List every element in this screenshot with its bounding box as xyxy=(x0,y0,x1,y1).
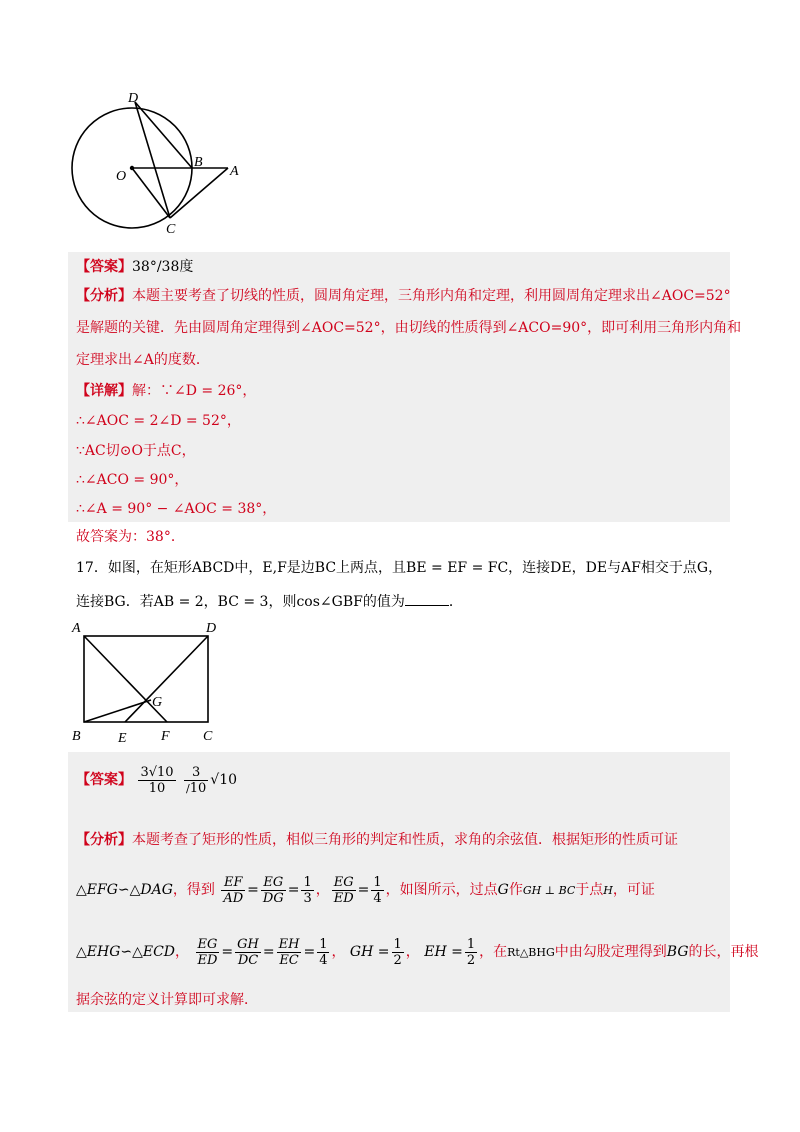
label-C: C xyxy=(166,222,176,237)
q17-analysis-2: △EFG∽△DAG，得到 $\frac{EF}{AD}$ = $\frac{EG}{DG}$ = $\frac{1}{3}$ ， $\frac{EG}{ED}$ = $\frac{1}{4}$ ，如图所示，过点G作GH ⊥ BC于点H，可证 xyxy=(76,874,655,906)
q17-analysis-1: 【分析】本题考查了矩形的性质，相似三角形的判定和性质，求角的余弦值．根据矩形的性质可证 xyxy=(76,832,678,848)
answer-fraction: $\frac{3√10}{10}$ xyxy=(140,764,174,796)
q16-detail-2: ∴∠AOC = 2∠D = 52°， xyxy=(76,413,241,429)
q16-detail-5: ∴∠A = 90° − ∠AOC = 38°， xyxy=(76,501,277,517)
q16-detail-4: ∴∠ACO = 90°， xyxy=(76,472,189,488)
answer-fraction-2: $\frac{3}{/10}$ xyxy=(186,764,207,796)
q17-stem-2: 连接BG．若AB = 2，BC = 3，则cos∠GBF的值为 ． xyxy=(76,591,463,612)
label-E: E xyxy=(118,731,127,746)
q16-analysis-3: 定理求出∠A的度数． xyxy=(76,352,210,368)
label-D: D xyxy=(128,91,139,106)
circle-figure xyxy=(60,88,260,238)
q17-answer: 【答案】 $\frac{3√10}{10}$ $\frac{3}{/10}$ √10 xyxy=(76,764,238,796)
label-D: D xyxy=(206,621,217,636)
label-F: F xyxy=(161,729,170,744)
q16-detail-3: ∵AC切⊙O于点C， xyxy=(76,443,196,459)
label-G: G xyxy=(152,695,163,710)
q16-analysis-1: 【分析】本题主要考查了切线的性质，圆周角定理，三角形内角和定理，利用圆周角定理求出∠AOC=52° xyxy=(76,288,731,304)
label-A: A xyxy=(72,621,81,636)
label-A: A xyxy=(230,164,239,179)
rectangle-figure xyxy=(66,616,236,746)
label-C: C xyxy=(203,729,213,744)
label-B: B xyxy=(72,729,81,744)
label-B: B xyxy=(194,155,203,170)
q17-stem-1: 17．如图，在矩形ABCD中，E,F是边BC上两点，且BE = EF = FC，连接DE，DE与AF相交于点G， xyxy=(76,560,723,576)
q17-analysis-4: 据余弦的定义计算即可求解． xyxy=(76,992,258,1008)
q16-answer: 【答案】38°/38度 xyxy=(76,259,194,275)
q16-analysis-2: 是解题的关键．先由圆周角定理得到∠AOC=52°，由切线的性质得到∠ACO=90°，即可利用三角形内角和 xyxy=(76,320,742,336)
answer-blank xyxy=(405,591,449,606)
q16-detail-6: 故答案为：38°． xyxy=(76,529,185,545)
label-O: O xyxy=(116,169,127,184)
q16-detail-1: 【详解】解：∵∠D = 26°， xyxy=(76,383,257,399)
q17-analysis-3: △EHG∽△ECD， $\frac{EG}{ED}$ = $\frac{GH}{DC}$ = $\frac{EH}{EC}$ = $\frac{1}{4}$ ， GH = $\frac{1}{2}$ ， EH = $\frac{1}{2}$ ，在Rt△BHG中由勾股定理得到BG的长，再根 xyxy=(76,936,759,968)
